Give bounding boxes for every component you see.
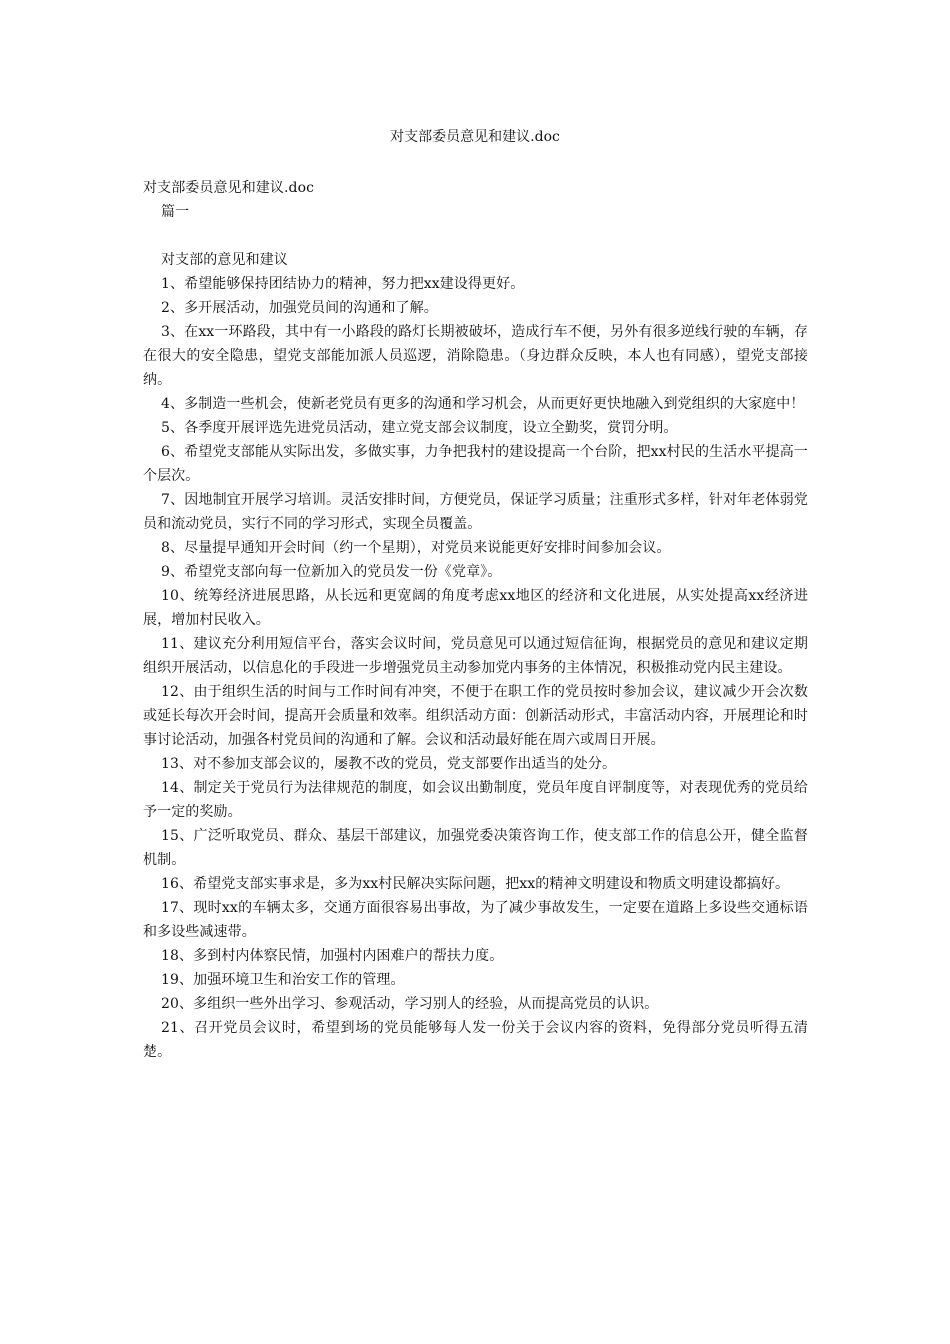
list-item: 16、希望党支部实事求是，多为xx村民解决实际问题，把xx的精神文明建设和物质文明建设都搞好。 [161, 876, 790, 892]
list-item: 13、对不参加支部会议的，屡教不改的党员，党支部要作出适当的处分。 [161, 756, 617, 772]
list-item: 20、多组织一些外出学习、参观活动，学习别人的经验，从而提高党员的认识。 [161, 996, 659, 1012]
list-item: 5、各季度开展评选先进党员活动，建立党支部会议制度，设立全勤奖，赏罚分明。 [161, 420, 678, 436]
part-label: 篇一 [161, 204, 190, 220]
list-item: 19、加强环境卫生和治安工作的管理。 [161, 972, 405, 988]
list-item: 7、因地制宜开展学习培训。灵活安排时间，方便党员，保证学习质量；注重形式多样，针对年老体弱党员和流动党员，实行不同的学习形式，实现全员覆盖。 [143, 492, 808, 532]
list-item: 1、希望能够保持团结协力的精神，努力把xx建设得更好。 [161, 276, 525, 292]
document-heading: 对支部委员意见和建议.doc [143, 180, 315, 196]
list-item: 11、建议充分利用短信平台，落实会议时间，党员意见可以通过短信征询，根据党员的意见和建议定期组织开展活动，以信息化的手段进一步增强党员主动参加党内事务的主体情况，积极推动党内民主建设。 [143, 636, 808, 676]
list-item: 17、现时xx的车辆太多，交通方面很容易出事故，为了减少事故发生，一定要在道路上多设些交通标语和多设些减速带。 [143, 900, 808, 940]
list-item: 12、由于组织生活的时间与工作时间有冲突，不便于在职工作的党员按时参加会议，建议减少开会次数或延长每次开会时间，提高开会质量和效率。组织活动方面：创新活动形式，丰富活动内容，开展理论和时事讨论活动，加强各村党员间的沟通和了解。会议和活动最好能在周六或周日开展。 [143, 684, 808, 748]
list-item: 2、多开展活动，加强党员间的沟通和了解。 [161, 300, 438, 316]
section-title: 对支部的意见和建议 [161, 252, 288, 268]
blank-line [143, 224, 808, 248]
list-item: 21、召开党员会议时，希望到场的党员能够每人发一份关于会议内容的资料，免得部分党员听得五清楚。 [143, 1020, 808, 1060]
list-item: 9、希望党支部向每一位新加入的党员发一份《党章》。 [161, 564, 502, 580]
list-item: 15、广泛听取党员、群众、基层干部建议，加强党委决策咨询工作，使支部工作的信息公开，健全监督机制。 [143, 828, 808, 868]
list-item: 6、希望党支部能从实际出发，多做实事，力争把我村的建设提高一个台阶，把xx村民的生活水平提高一个层次。 [143, 444, 808, 484]
list-item: 14、制定关于党员行为法律规范的制度，如会议出勤制度，党员年度自评制度等，对表现优秀的党员给予一定的奖励。 [143, 780, 808, 820]
document-body [143, 176, 808, 1064]
list-item: 4、多制造一些机会，使新老党员有更多的沟通和学习机会，从而更好更快地融入到党组织的大家庭中！ [161, 396, 805, 412]
list-item: 8、尽量提早通知开会时间（约一个星期），对党员来说能更好安排时间参加会议。 [161, 540, 671, 556]
page-title: 对支部委员意见和建议.doc [390, 129, 560, 145]
list-item: 18、多到村内体察民情，加强村内困难户的帮扶力度。 [161, 948, 504, 964]
list-item: 10、统筹经济进展思路，从长远和更宽阔的角度考虑xx地区的经济和文化进展，从实处提高xx经济进展，增加村民收入。 [143, 588, 808, 628]
list-item: 3、在xx一环路段，其中有一小路段的路灯长期被破坏，造成行车不便，另外有很多逆线行驶的车辆，存在很大的安全隐患，望党支部能加派人员巡逻，消除隐患。（身边群众反映，本人也有同感），望党支部接纳。 [143, 324, 808, 388]
